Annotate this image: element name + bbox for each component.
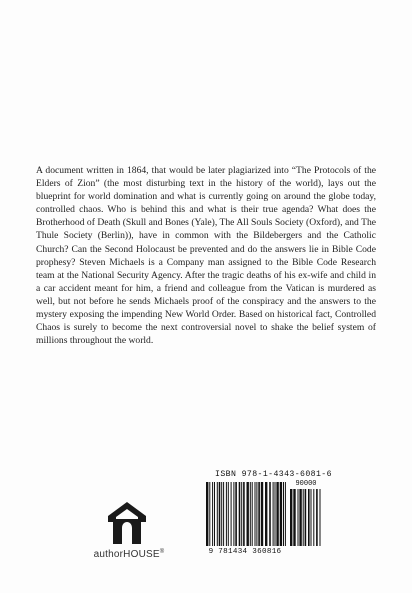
back-cover-blurb: A document written in 1864, that would be later plagiarized into “The Protocols of the Elders of Zion” (the most disturbing text in the history of the world), lays out the blueprint for world domination and what is currently going on around the globe today, controlled chaos. Who is behind this and what is their true agenda? What does the Brotherhood of Death (Skull and Bones (Yale), The All Souls Society (Oxford), and The Thule Society (Berlin)), have in common with the Bildebergers and the Catholic Church? Can the Second Holocaust be prevented and do the answers lie in Bible Code prophesy? Steven Michaels is a Company man assigned to the Bible Code Research team at the National Security Agency. After the tragic deaths of his ex-wife and child in a car accident meant for him, a friend and colleague from the Vatican is murdered as well, but not before he sends Michaels proof of the conspiracy and the answers to the mystery exposing the impending New World Order. Based on historical fact, Controlled Chaos is surely to become the next controversial novel to shake the belief system of millions throughout the world.	[36, 165, 376, 347]
isbn-barcode-block	[203, 468, 332, 564]
isbn-label: ISBN 978-1-4343-6081-6	[215, 470, 332, 479]
barcode-icon	[206, 482, 286, 546]
registered-mark: ®	[159, 549, 165, 555]
barcode-addon-icon	[290, 489, 322, 546]
barcode-addon-digits: 90000	[295, 480, 317, 488]
publisher-wordmark: authorHOUSE	[93, 549, 160, 560]
authorhouse-logo-icon	[104, 500, 150, 546]
publisher-name	[92, 549, 166, 560]
barcode-ean-digits: 9 781434 360816	[208, 548, 282, 556]
